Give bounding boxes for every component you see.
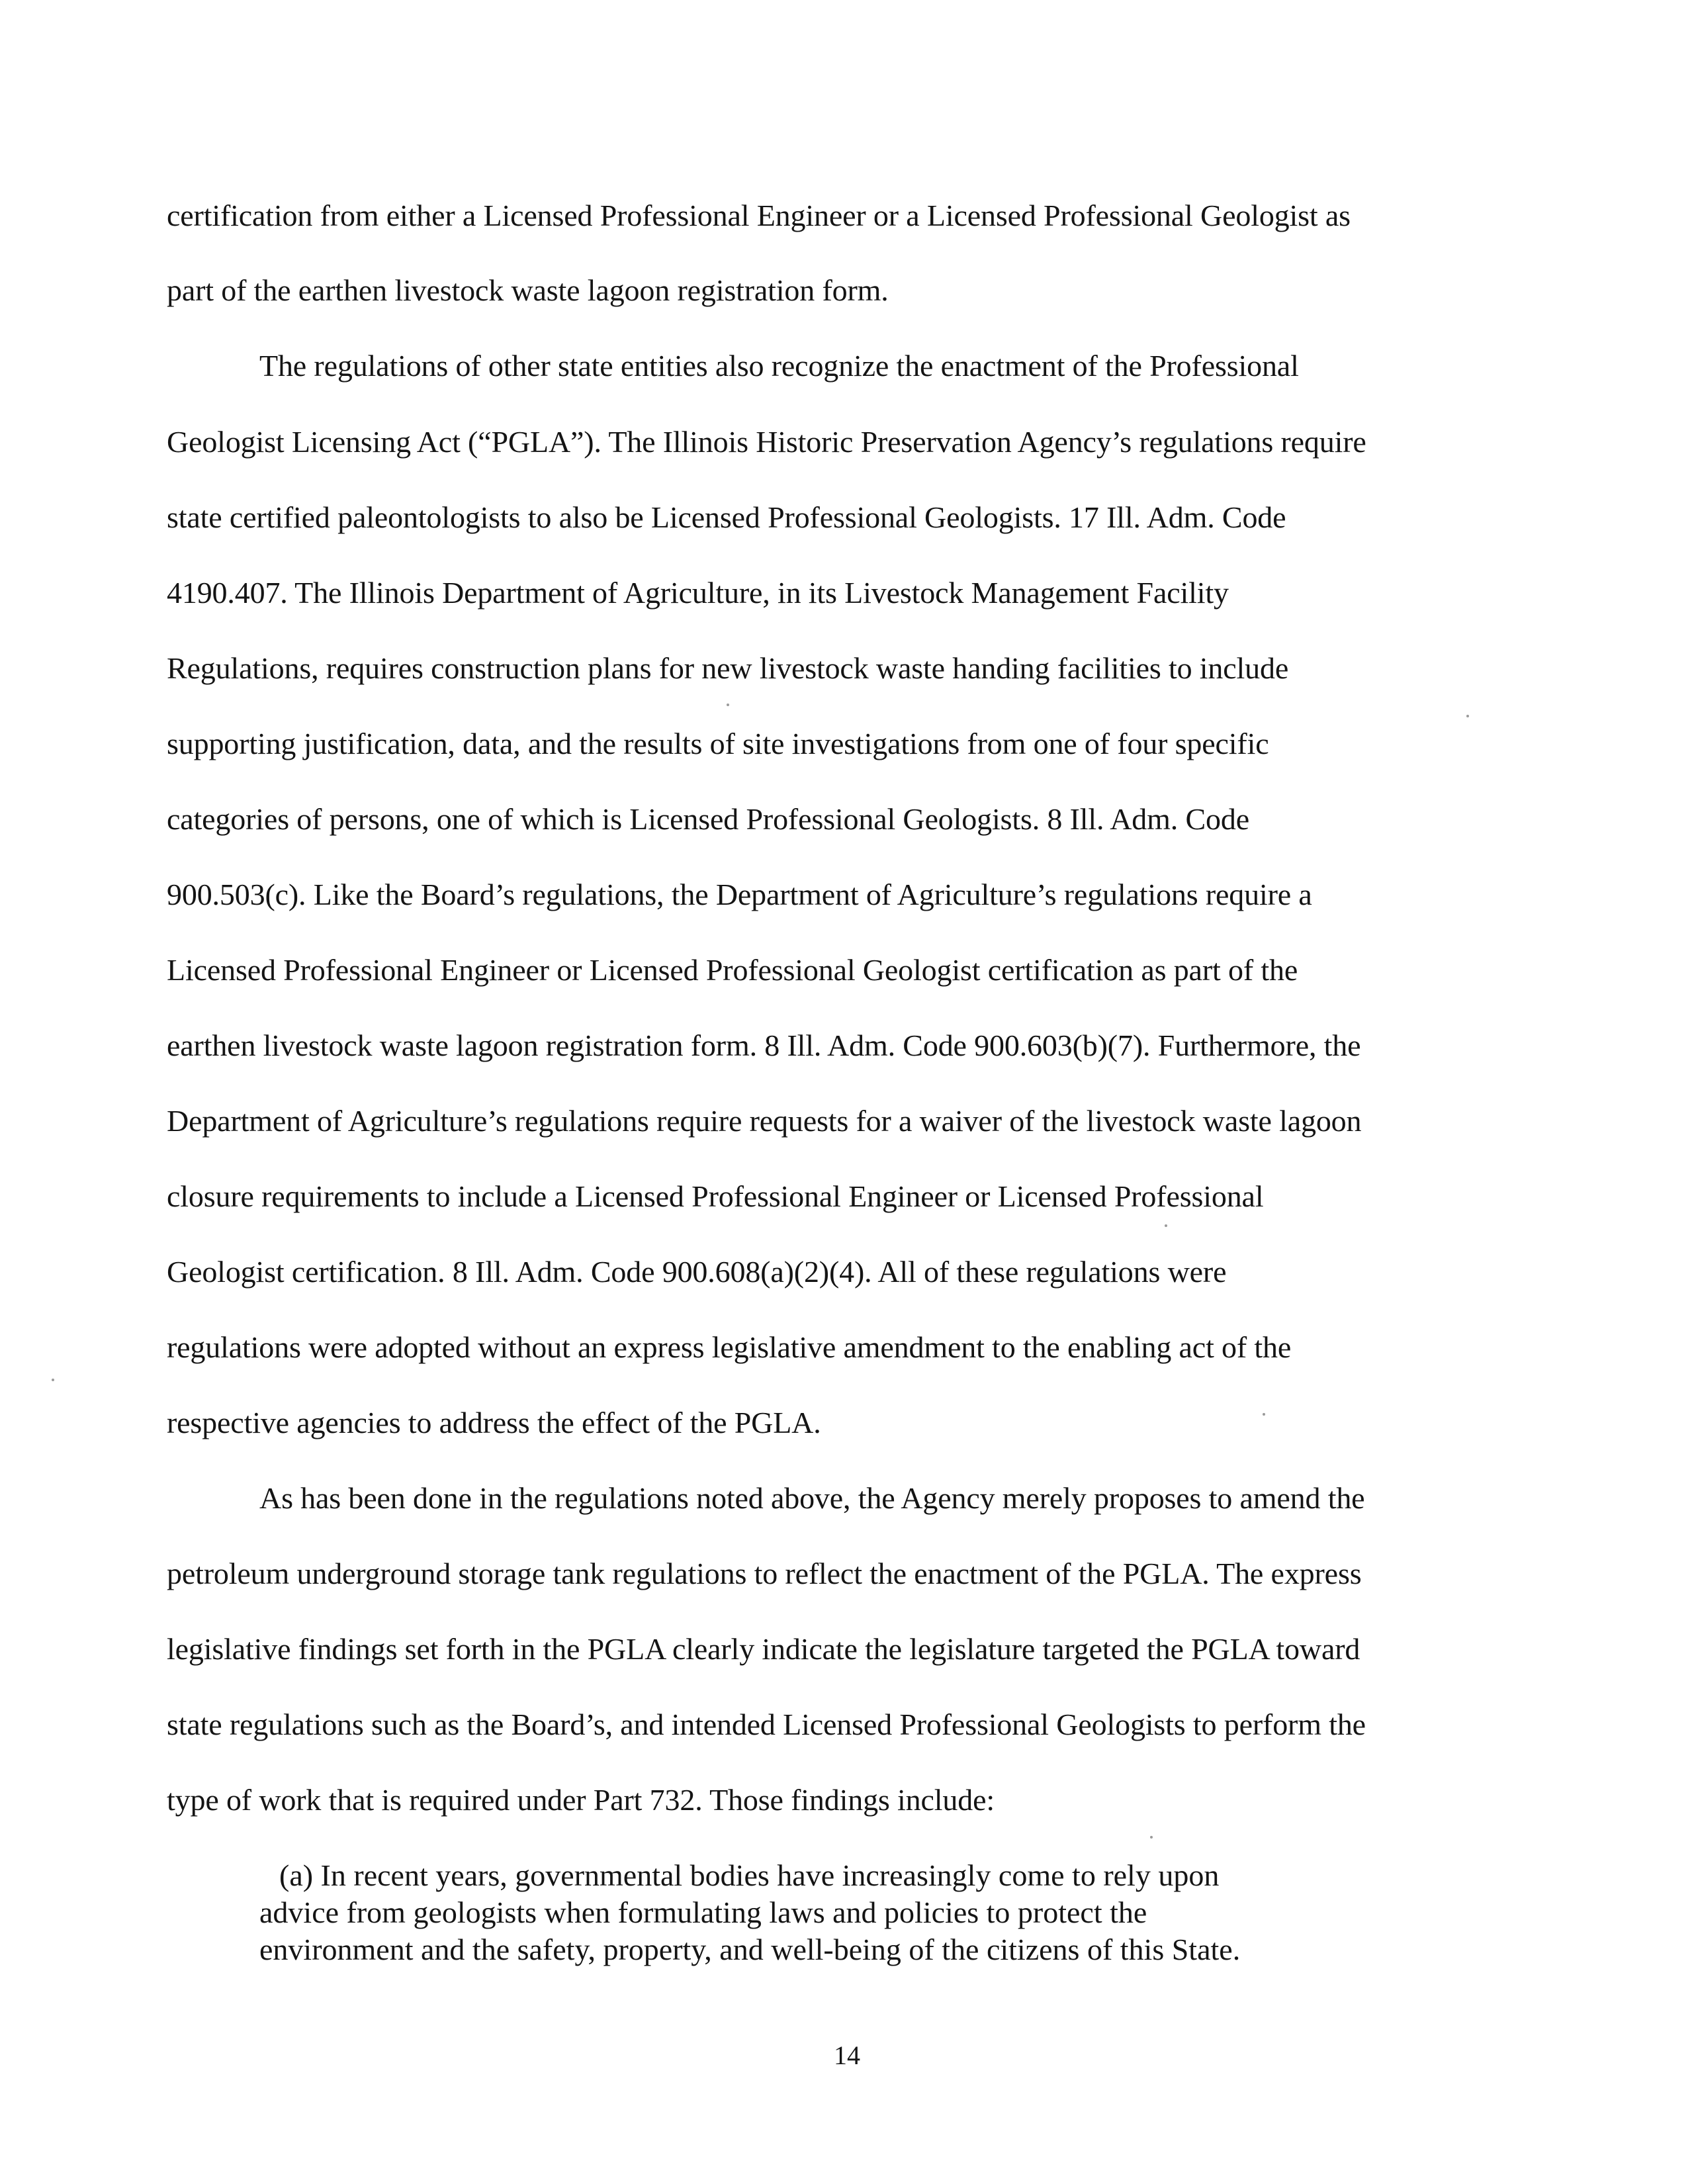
block-quote-line-3: environment and the safety, property, and well-being of the citizens of this State. (259, 1933, 1241, 1966)
paragraph-2-line-9: Licensed Professional Engineer or Licensed Professional Geologist certification as part of the (167, 953, 1298, 987)
paragraph-3-line-2: petroleum underground storage tank regulations to reflect the enactment of the PGLA. The express (167, 1557, 1362, 1590)
scan-speck (1466, 715, 1469, 717)
block-quote (259, 1857, 1384, 1968)
paragraph-1-line-2: part of the earthen livestock waste lagoon registration form. (167, 273, 889, 307)
paragraph-2-line-5: Regulations, requires construction plans for new livestock waste handing facilities to include (167, 651, 1289, 685)
paragraph-2-line-8: 900.503(c). Like the Board’s regulations, the Department of Agriculture’s regulations require a (167, 878, 1312, 911)
paragraph-2-line-10: earthen livestock waste lagoon registration form. 8 Ill. Adm. Code 900.603(b)(7). Furthermore, the (167, 1028, 1361, 1062)
paragraph-2-line-2: Geologist Licensing Act (“PGLA”). The Illinois Historic Preservation Agency’s regulations require (167, 425, 1366, 459)
paragraph-2-line-15: respective agencies to address the effect of the PGLA. (167, 1406, 821, 1439)
paragraph-2-line-13: Geologist certification. 8 Ill. Adm. Code 900.608(a)(2)(4). All of these regulations were (167, 1255, 1227, 1289)
paragraph-2-line-4: 4190.407. The Illinois Department of Agriculture, in its Livestock Management Facility (167, 576, 1229, 610)
paragraph-3-line-3: legislative findings set forth in the PGLA clearly indicate the legislature targeted the PGLA toward (167, 1632, 1360, 1666)
paragraph-3-line-5: type of work that is required under Part 732. Those findings include: (167, 1783, 995, 1817)
scan-speck (1150, 1836, 1153, 1839)
block-quote-line-1: (a) In recent years, governmental bodies have increasingly come to rely upon (279, 1858, 1220, 1892)
paragraph-3-line-4: state regulations such as the Board’s, and intended Licensed Professional Geologists to perform the (167, 1707, 1366, 1741)
scan-speck (1263, 1413, 1265, 1416)
paragraph-2-line-6: supporting justification, data, and the results of site investigations from one of four specific (167, 727, 1269, 760)
paragraph-2-line-12: closure requirements to include a Licensed Professional Engineer or Licensed Professional (167, 1179, 1264, 1213)
paragraph-2-line-3: state certified paleontologists to also be Licensed Professional Geologists. 17 Ill. Adm. Code (167, 500, 1286, 534)
paragraph-1-line-1: certification from either a Licensed Professional Engineer or a Licensed Professional Geologist as (167, 199, 1351, 232)
paragraph-2-line-11: Department of Agriculture’s regulations require requests for a waiver of the livestock waste lagoon (167, 1104, 1362, 1138)
paragraph-2-line-1: The regulations of other state entities also recognize the enactment of the Professional (259, 349, 1299, 383)
page-number: 14 (834, 2040, 860, 2070)
paragraph-2-line-14: regulations were adopted without an express legislative amendment to the enabling act of the (167, 1330, 1292, 1364)
scan-speck (52, 1379, 54, 1381)
block-quote-line-2: advice from geologists when formulating laws and policies to protect the (259, 1895, 1147, 1929)
paragraph-3-line-1: As has been done in the regulations noted above, the Agency merely proposes to amend the (259, 1481, 1365, 1515)
scan-speck (727, 704, 729, 706)
paragraph-2-line-7: categories of persons, one of which is Licensed Professional Geologists. 8 Ill. Adm. Code (167, 802, 1249, 836)
scan-speck (1165, 1224, 1167, 1227)
